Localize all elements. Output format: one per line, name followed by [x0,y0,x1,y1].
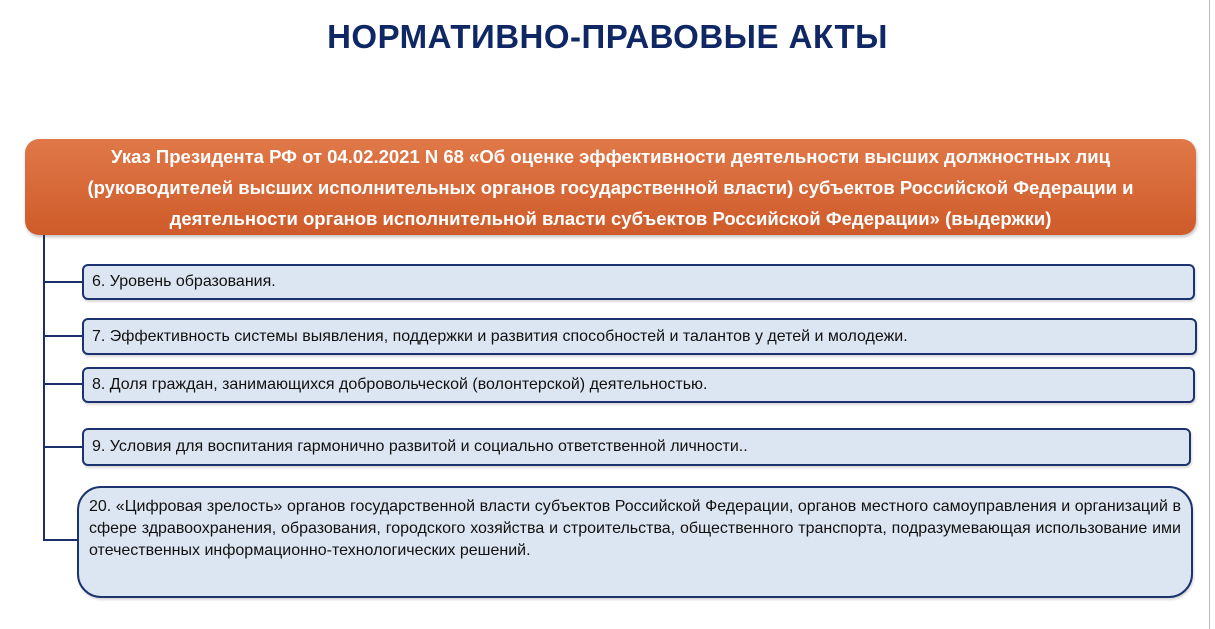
tree-branch-line [43,335,82,337]
decree-header-box: Указ Президента РФ от 04.02.2021 N 68 «Об оценке эффективности деятельности высших должностных лиц (руководителей высших исполнительных органов государственной власти) субъектов Российской Федерации и деятельности органов исполнительной власти субъектов Российской Федерации» (выдержки) [25,139,1196,235]
list-item-text: 6. Уровень образования. [92,273,276,290]
list-item [77,486,1193,598]
slide-right-edge [1209,0,1210,629]
list-item [82,318,1197,355]
page-title: НОРМАТИВНО-ПРАВОВЫЕ АКТЫ [327,18,888,55]
tree-branch-line [43,383,82,385]
tree-branch-line [43,539,78,541]
list-item [82,264,1195,300]
list-item-text: 20. «Цифровая зрелость» органов государственной власти субъектов Российской Федерации, органов местного самоуправления и организаций в сфере здравоохранения, образования, городского хозяйства и строительства, общественного транспорта, подразумевающая использование ими отечественных информационно-технологических решений. [89,498,1181,559]
list-item-text: 9. Условия для воспитания гармонично развитой и социально ответственной личности.. [92,438,748,455]
list-item [82,367,1195,403]
list-item-text: 8. Доля граждан, занимающихся добровольческой (волонтерской) деятельностью. [92,376,708,393]
tree-branch-line [43,281,82,283]
list-item [82,428,1191,466]
tree-branch-line [43,446,82,448]
list-item-text: 7. Эффективность системы выявления, поддержки и развития способностей и талантов у детей и молодежи. [92,327,908,345]
